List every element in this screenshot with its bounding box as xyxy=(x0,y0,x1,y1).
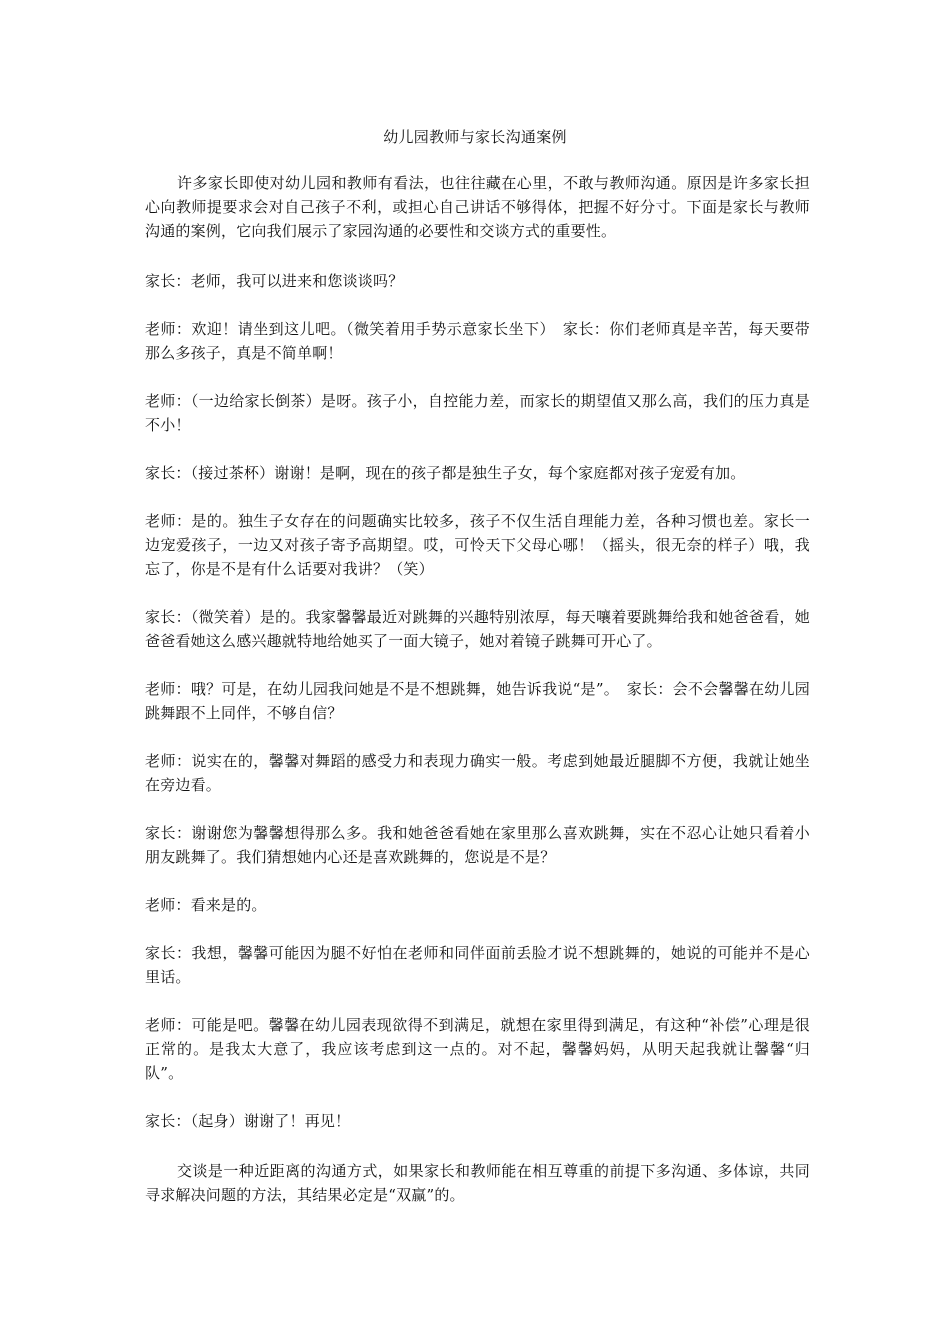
dialogue-paragraph: 家长：（起身）谢谢了！再见！ xyxy=(145,1112,351,1130)
dialogue-paragraph: 家长：老师，我可以进来和您谈谈吗？ xyxy=(145,272,404,290)
document-title: 幼儿园教师与家长沟通案例 xyxy=(383,128,567,146)
dialogue-paragraph: 家长：我想，馨馨可能因为腿不好怕在老师和同伴面前丢脸才说不想跳舞的，她说的可能并不是心里话。 xyxy=(145,944,810,986)
dialogue-paragraph: 老师：可能是吧。馨馨在幼儿园表现欲得不到满足，就想在家里得到满足，有这种“补偿”心理是很正常的。是我太大意了，我应该考虑到这一点的。对不起，馨馨妈妈，从明天起我就让馨馨“归队”。 xyxy=(145,1016,810,1082)
dialogue-paragraph: 家长：（接过茶杯）谢谢！是啊，现在的孩子都是独生子女，每个家庭都对孩子宠爱有加。 xyxy=(145,464,746,482)
dialogue-paragraph: 老师：（一边给家长倒茶）是呀。孩子小，自控能力差，而家长的期望值又那么高，我们的压力真是不小！ xyxy=(145,392,810,434)
conclusion-paragraph: 交谈是一种近距离的沟通方式，如果家长和教师能在相互尊重的前提下多沟通、多体谅，共同寻求解决问题的方法，其结果必定是“双赢”的。 xyxy=(145,1162,810,1204)
intro-paragraph: 许多家长即使对幼儿园和教师有看法，也往往藏在心里，不敢与教师沟通。原因是许多家长担心向教师提要求会对自己孩子不利，或担心自己讲话不够得体，把握不好分寸。下面是家长与教师沟通的案例，它向我们展示了家园沟通的必要性和交谈方式的重要性。 xyxy=(145,174,810,240)
dialogue-paragraph: 家长：（微笑着）是的。我家馨馨最近对跳舞的兴趣特别浓厚，每天嚷着要跳舞给我和她爸爸看，她爸爸看她这么感兴趣就特地给她买了一面大镜子，她对着镜子跳舞可开心了。 xyxy=(145,608,810,650)
dialogue-paragraph: 家长：谢谢您为馨馨想得那么多。我和她爸爸看她在家里那么喜欢跳舞，实在不忍心让她只看着小朋友跳舞了。我们猜想她内心还是喜欢跳舞的，您说是不是？ xyxy=(145,824,810,866)
document-body xyxy=(145,171,810,1207)
dialogue-paragraph: 老师：说实在的，馨馨对舞蹈的感受力和表现力确实一般。考虑到她最近腿脚不方便，我就让她坐在旁边看。 xyxy=(145,752,810,794)
dialogue-paragraph: 老师：哦？可是，在幼儿园我问她是不是不想跳舞，她告诉我说“是”。 家长：会不会馨馨在幼儿园跳舞跟不上同伴，不够自信？ xyxy=(145,680,810,722)
dialogue-paragraph: 老师：是的。独生子女存在的问题确实比较多，孩子不仅生活自理能力差，各种习惯也差。家长一边宠爱孩子，一边又对孩子寄予高期望。哎，可怜天下父母心哪！（摇头，很无奈的样子）哦，我忘了，你是不是有什么话要对我讲？（笑） xyxy=(145,512,810,578)
dialogue-paragraph: 老师：欢迎！请坐到这儿吧。（微笑着用手势示意家长坐下） 家长：你们老师真是辛苦，每天要带那么多孩子，真是不简单啊！ xyxy=(145,320,810,362)
dialogue-paragraph: 老师：看来是的。 xyxy=(145,896,267,914)
